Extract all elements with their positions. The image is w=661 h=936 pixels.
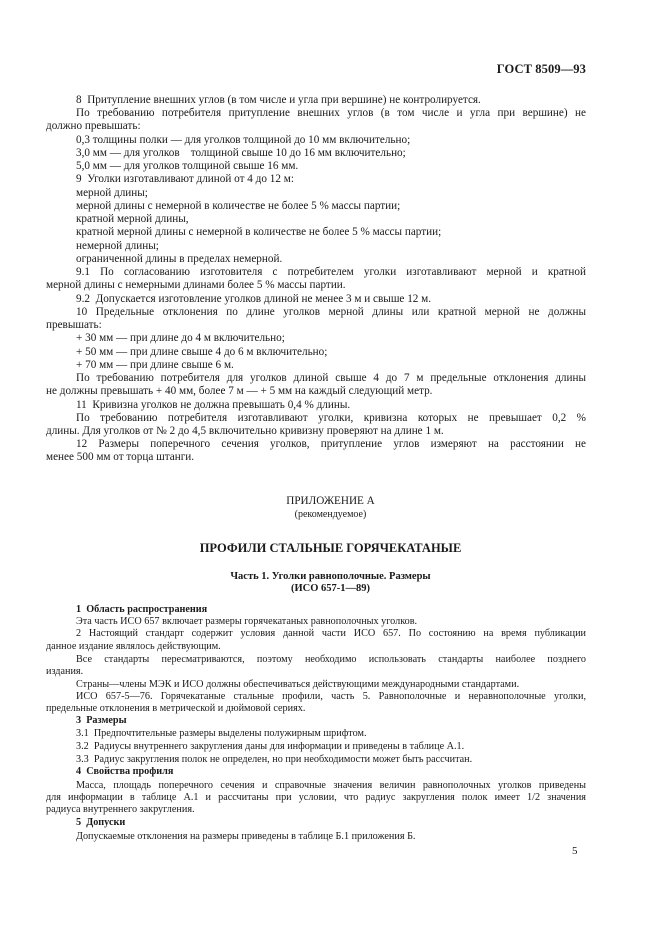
text-line: По требованию потребителя для уголков длиной свыше 4 до 7 м предельные отклонения длины xyxy=(76,372,586,384)
text-line: По требованию потребителя изготавливают уголки, кривизна которых не превышает 0,2 % xyxy=(76,412,586,424)
text-line: предельные отклонения в метрической и дюймовой сериях. xyxy=(46,703,306,714)
text-line: Допускаемые отклонения на размеры приведены в таблице Б.1 приложения Б. xyxy=(76,831,416,842)
text-line: 3,0 мм — для уголков толщиной свыше 10 до 16 мм включительно; xyxy=(76,147,406,159)
text-line: должно превышать: xyxy=(46,120,141,132)
section-heading-scope: 1 Область распространения xyxy=(76,604,208,615)
text-line: 2 Настоящий стандарт содержит условия данной части ИСО 657. По состоянию на время публикации xyxy=(76,628,586,639)
text-line: 8 Притупление внешних углов (в том числе и угла при вершине) не контролируется. xyxy=(76,94,481,106)
text-line: 3.1 Предпочтительные размеры выделены полужирным шрифтом. xyxy=(76,728,367,739)
text-line: Масса, площадь поперечного сечения и справочные значения величин равнополочных уголков приведены xyxy=(76,780,586,791)
section-heading-tolerances: 5 Допуски xyxy=(76,817,126,828)
text-line: По требованию потребителя притупление внешних углов (в том числе и угла при вершине) не xyxy=(76,107,586,119)
appendix-heading: ПРОФИЛИ СТАЛЬНЫЕ ГОРЯЧЕКАТАНЫЕ xyxy=(199,541,462,555)
section-heading-properties: 4 Свойства профиля xyxy=(76,766,174,777)
text-line: 0,3 толщины полки — для уголков толщиной до 10 мм включительно; xyxy=(76,134,411,146)
text-line: превышать: xyxy=(46,319,102,331)
appendix-title: ПРИЛОЖЕНИЕ А xyxy=(286,495,375,507)
text-line: 3.3 Радиус закругления полок не определен, но при необходимости может быть рассчитан. xyxy=(76,754,473,765)
document-header: ГОСТ 8509—93 xyxy=(496,62,586,76)
text-line: 12 Размеры поперечного сечения уголков, притупление углов измеряют на расстоянии не xyxy=(76,438,586,450)
section-heading-dimensions: 3 Размеры xyxy=(76,715,127,726)
text-line: мерной длины с немерной в количестве не более 5 % массы партии; xyxy=(76,200,401,212)
part-title: Часть 1. Уголки равнополочные. Размеры xyxy=(230,571,431,582)
appendix-subtitle: (рекомендуемое) xyxy=(294,509,367,520)
text-line: кратной мерной длины, xyxy=(76,213,189,225)
text-line: издания. xyxy=(46,666,84,677)
text-line: ограниченной длины в пределах немерной. xyxy=(76,253,283,265)
page-number: 5 xyxy=(572,845,578,857)
text-line: немерной длины; xyxy=(76,240,159,252)
text-line: мерной длины; xyxy=(76,187,148,199)
text-line: мерной длины с немерными длинами более 5 % массы партии. xyxy=(46,279,346,291)
text-line: 9.2 Допускается изготовление уголков длиной не менее 3 м и свыше 12 м. xyxy=(76,293,432,305)
text-line: для информации в таблице А.1 и рассчитаны при условии, что радиус закругления полок имеет 1/2 значения xyxy=(46,792,586,803)
text-line: менее 500 мм от торца штанги. xyxy=(46,451,195,463)
text-line: данное издание являлось действующим. xyxy=(46,641,221,652)
text-line: 9 Уголки изготавливают длиной от 4 до 12 м: xyxy=(76,173,294,185)
text-line: 11 Кривизна уголков не должна превышать 0,4 % длины. xyxy=(76,399,351,411)
text-line: Эта часть ИСО 657 включает размеры горячекатаных равнополочных уголков. xyxy=(76,616,418,627)
text-line: Все стандарты пересматриваются, поэтому необходимо использовать стандарты наиболее позднего xyxy=(76,654,586,665)
text-line: + 50 мм — при длине свыше 4 до 6 м включительно; xyxy=(76,346,328,358)
text-line: кратной мерной длины с немерной в количестве не более 5 % массы партии; xyxy=(76,226,442,238)
text-line: не должны превышать + 40 мм, более 7 м — + 5 мм на каждый следующий метр. xyxy=(46,385,433,397)
text-line: + 70 мм — при длине свыше 6 м. xyxy=(76,359,234,371)
text-line: 5,0 мм — для уголков толщиной свыше 16 мм. xyxy=(76,160,299,172)
text-line: 10 Предельные отклонения по длине уголков мерной длины или кратной мерной не должны xyxy=(76,306,586,318)
text-line: радиуса внутреннего закругления. xyxy=(46,804,195,815)
text-line: + 30 мм — при длине до 4 м включительно; xyxy=(76,332,285,344)
part-reference: (ИСО 657-1—89) xyxy=(290,583,371,594)
text-line: длины. Для уголков от № 2 до 4,5 включительно кривизну проверяют на длине 1 м. xyxy=(46,425,444,437)
text-line: 9.1 По согласованию изготовителя с потребителем уголки изготавливают мерной и кратной xyxy=(76,266,586,278)
text-line: Страны—члены МЭК и ИСО должны обеспечиваться действующими международными стандартами. xyxy=(76,679,520,690)
text-line: ИСО 657-5—76. Горячекатаные стальные профили, часть 5. Равнополочные и неравнополочные уголки, xyxy=(76,691,586,702)
text-line: 3.2 Радиусы внутреннего закругления даны для информации и приведены в таблице А.1. xyxy=(76,741,465,752)
